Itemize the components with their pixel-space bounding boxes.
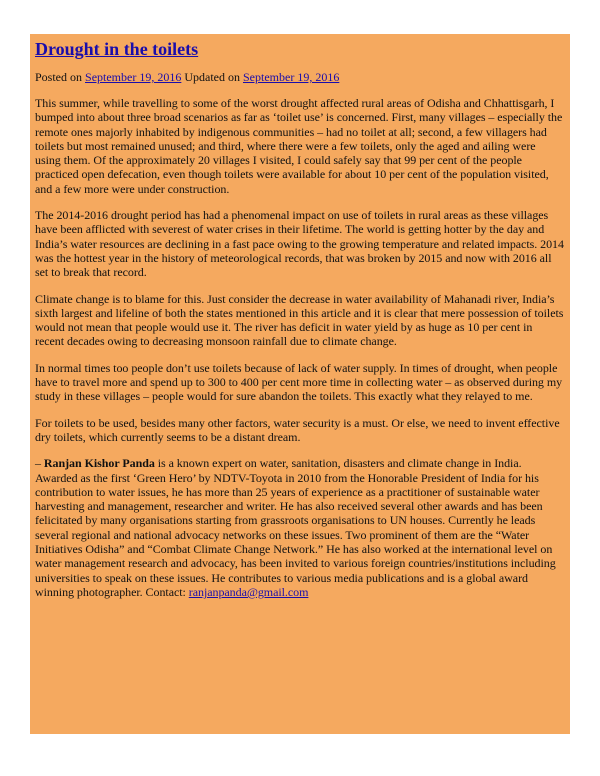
author-name: Ranjan Kishor Panda [43, 456, 155, 471]
posted-on-label: Posted on [35, 70, 83, 84]
bio-dash: – [35, 456, 44, 471]
article-panel [30, 34, 570, 734]
author-bio [35, 456, 564, 599]
paragraph: Climate change is to blame for this. Just consider the decrease in water availability of Mahanadi river, India’s sixth largest and lifeline of both the states mentioned in this article and it is clear that mere possession of toilets would not mean that people would use it. The river has deficit in water yield by as huge as 10 per cent in recent decades owing to decreasing monsoon rainfall due to climate change. [35, 291, 564, 349]
paragraph: The 2014-2016 drought period has had a phenomenal impact on use of toilets in rural areas as these villages have been afflicted with severest of water crises in their lifetime. The world is getting hotter by the day and India’s water resources are declining in a fast pace owing to the growing temperature and related impacts. 2014 was the hottest year in the history of meteorological records, that was broken by 2015 and now with 2016 all set to break that record. [35, 208, 564, 280]
updated-date-link[interactable]: September 19, 2016 [243, 70, 340, 84]
contact-email-link[interactable]: ranjanpanda@gmail.com [188, 584, 309, 599]
post-meta [35, 70, 564, 84]
paragraph: For toilets to be used, besides many other factors, water security is a must. Or else, we need to invent effective dry toilets, which currently seems to be a distant dream. [35, 415, 560, 444]
posted-date-link[interactable]: September 19, 2016 [85, 70, 182, 84]
post-title-link[interactable]: Drought in the toilets [35, 39, 199, 59]
updated-on-label: Updated on [184, 70, 240, 84]
paragraph: In normal times too people don’t use toilets because of lack of water supply. In times of drought, when people have to travel more and spend up to 300 to 400 per cent more time in collecting water – as observed during my study in these villages – people would for sure abandon the toilets. This exactly what they relayed to me. [35, 360, 563, 404]
paragraph: This summer, while travelling to some of the worst drought affected rural areas of Odisha and Chhattisgarh, I bumped into about three broad scenarios as far as ‘toilet use’ is concerned. First, many villages – especially the remote ones majorly inhabited by indigenous communities – had no toilet at all; second, a few villagers had toilets but most remained unused; and third, where there were a few toilets, only the aged and ailing were using them. Of the approximately 20 villages I visited, I could safely say that 99 per cent of the people practiced open defecation, even though toilets were available for about 10 per cent of the population visited, and a few more were under construction. [35, 96, 563, 196]
bio-text: is a known expert on water, sanitation, disasters and climate change in India. Awarded as the first ‘Green Hero’ by NDTV-Toyota in 2010 from the Honorable President of India for his contribution to water issues, he has more than 25 years of experience as a practitioner of sustainable water harvesting and management, researcher and writer. He has also received several other awards and has been felicitated by many organisations starting from grassroots organisations to UN houses. Currently he leads several regional and national advocacy networks on these issues. Two prominent of them are the “Water Initiatives Odisha” and “Combat Climate Change Network.” He has also worked at the international level on water management research and advocacy, has been invited to various foreign countries/institutions including universities to speak on these issues. He contributes to various media publications and is a global award winning photographer. Contact: [35, 456, 556, 599]
